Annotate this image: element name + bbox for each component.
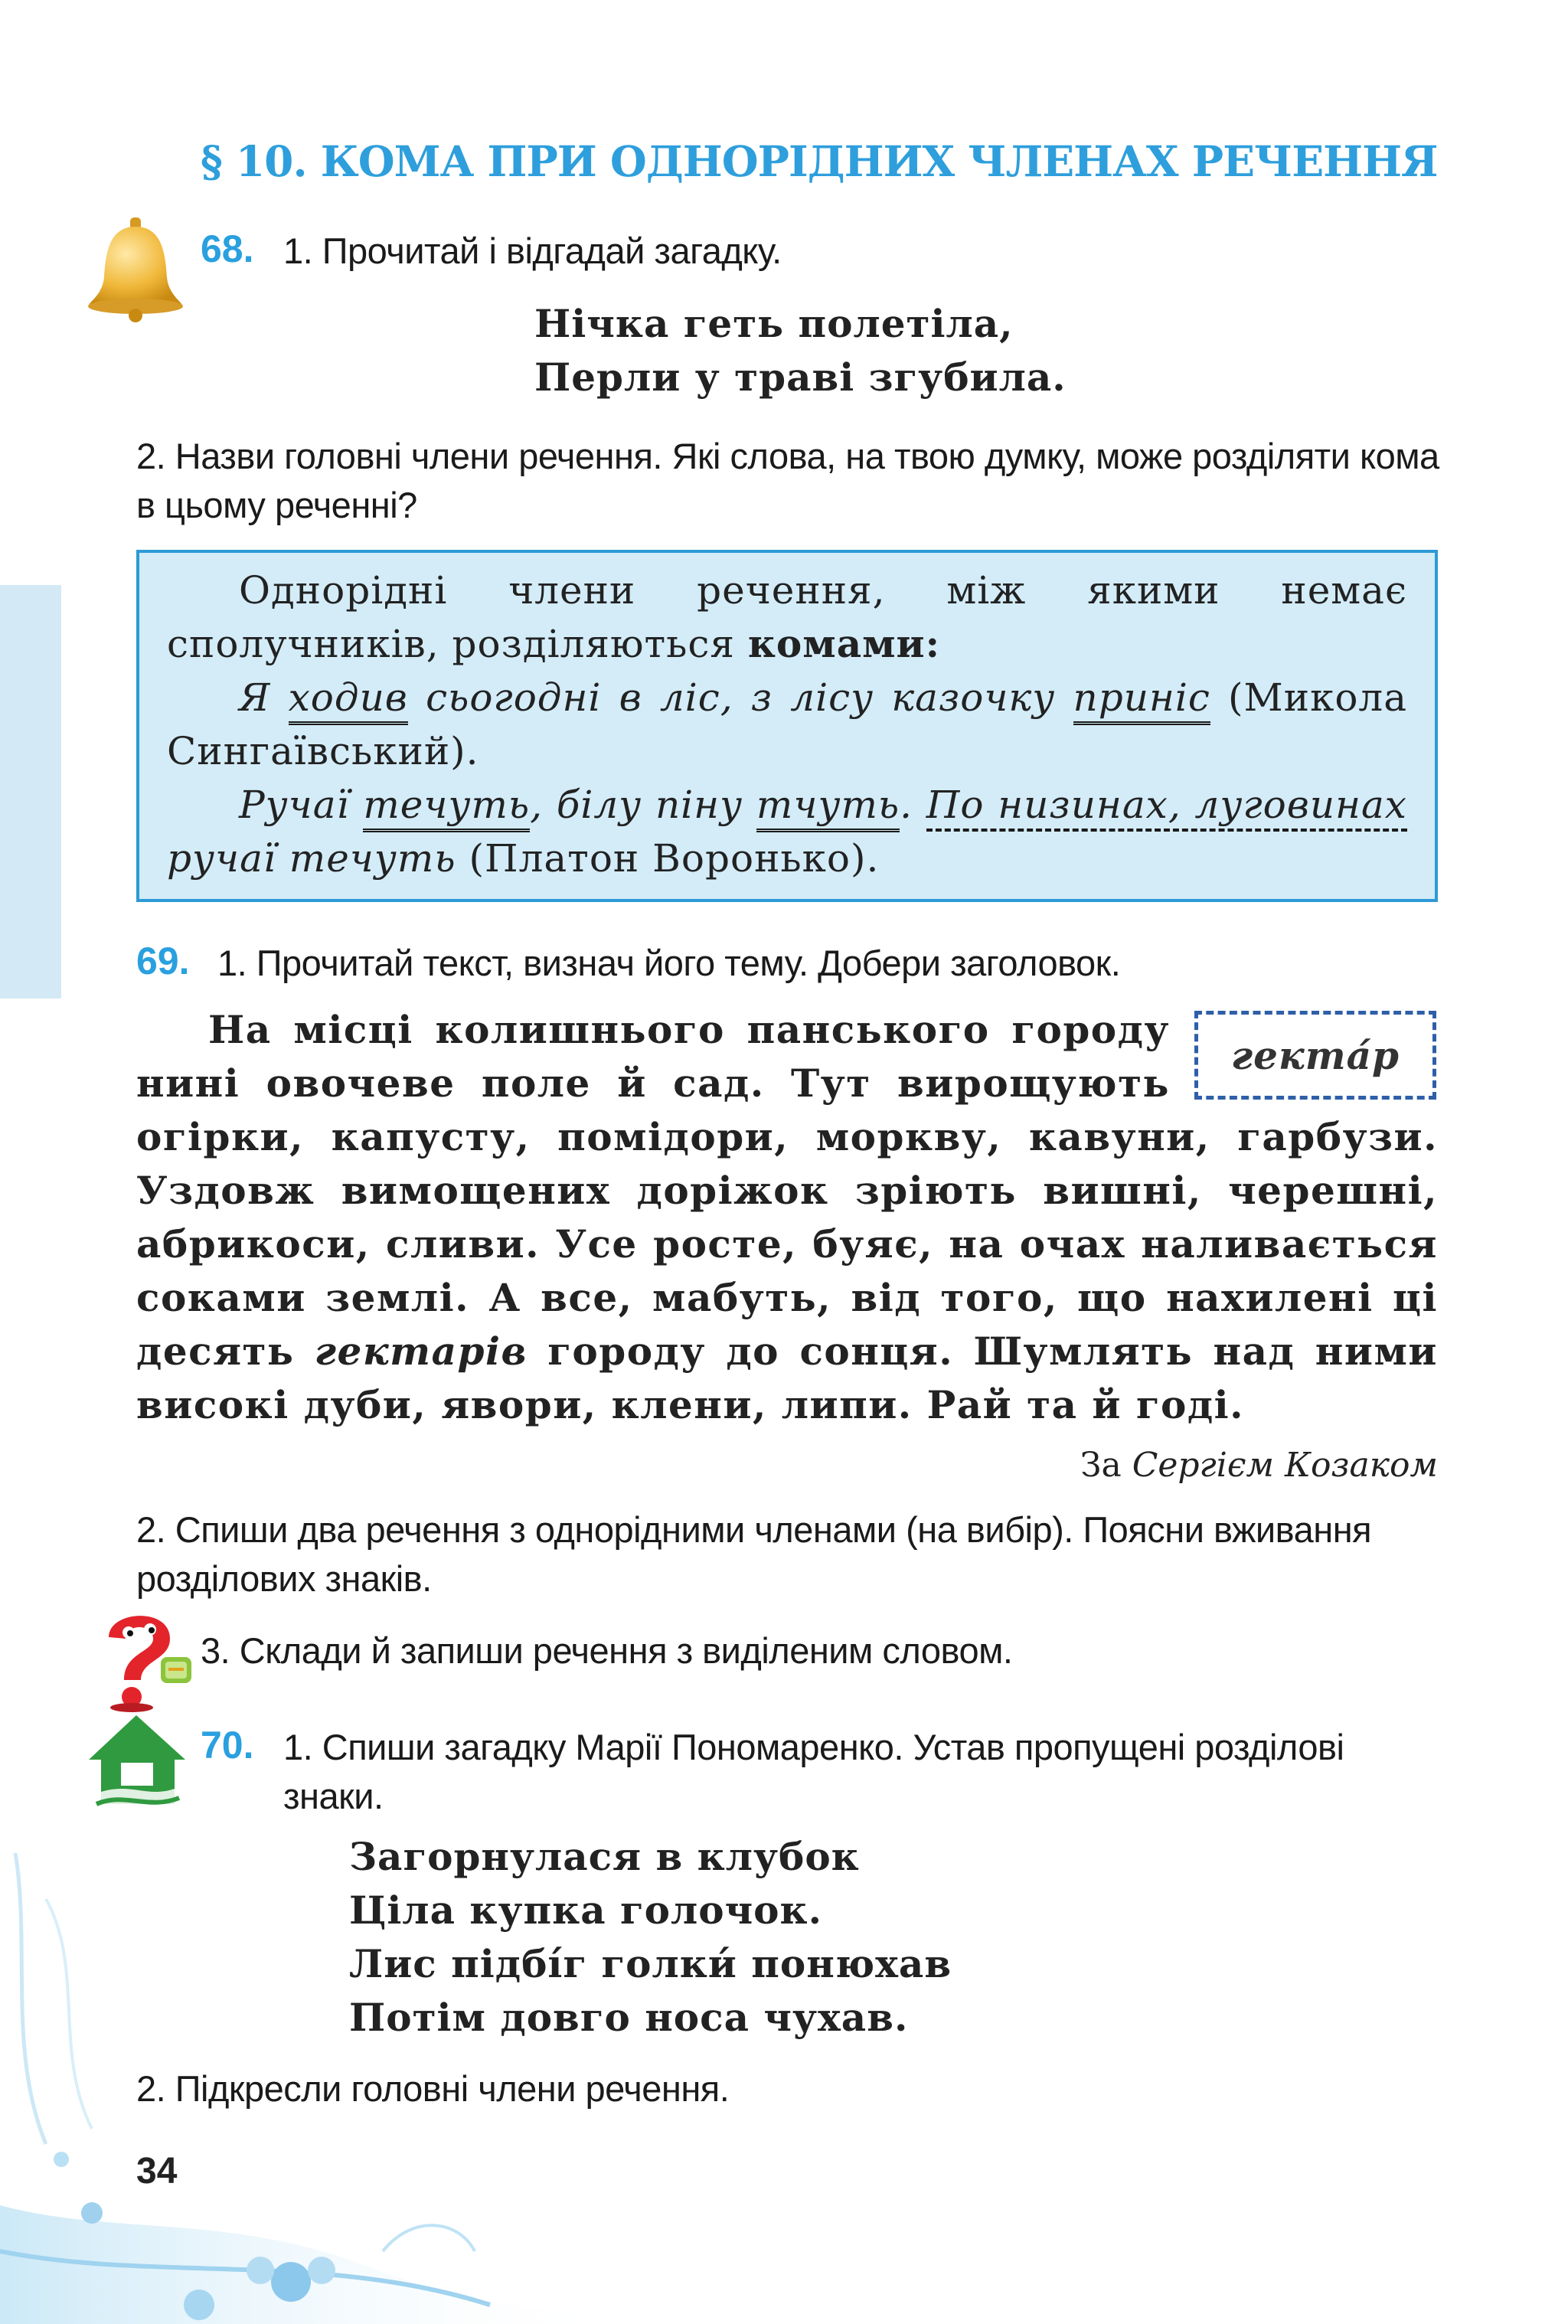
rule-statement-text: Однорідні члени речення, між якими немає сполучників, розділяються — [167, 568, 1407, 666]
vocabulary-word: гекта́р — [1230, 1032, 1400, 1078]
predicate-word: тчуть — [756, 783, 900, 832]
attribution-author: Сергієм Козаком — [1132, 1446, 1438, 1485]
question-mascot-icon — [86, 1607, 201, 1714]
exercise-68-task-1: 1. Прочитай і відгадай загадку. — [283, 230, 782, 271]
section-title: § 10. КОМА ПРИ ОДНОРІДНИХ ЧЛЕНАХ РЕЧЕННЯ — [201, 136, 1438, 186]
predicate-word: течуть — [363, 783, 530, 832]
text-attribution — [1080, 1446, 1438, 1485]
example-word: Я — [239, 675, 271, 720]
example-text: , білу піну — [530, 783, 743, 827]
page-number: 34 — [136, 2151, 178, 2192]
predicate-word: ходив — [289, 675, 408, 725]
example-author: (Платон Воронько). — [469, 836, 880, 881]
exercise-70-number: 70. — [201, 1724, 254, 1767]
riddle-70-line: Ціла купка голочок. — [349, 1888, 823, 1933]
highlighted-word: гектарів — [314, 1329, 528, 1374]
exercise-69-task-1: 1. Прочитай текст, визнач його тему. Добери заголовок. — [217, 943, 1121, 983]
example-word: Ручаї — [239, 783, 350, 827]
exercise-70-task-1: 1. Спиши загадку Марії Пономаренко. Устав пропущені розділові знаки. — [283, 1727, 1344, 1816]
riddle-68-line: Перли у траві згубила. — [534, 355, 1067, 400]
riddle-70-line: Загорнулася в клубок — [349, 1834, 860, 1879]
attribution-prefix: За — [1080, 1446, 1122, 1485]
rule-example-1 — [167, 671, 1407, 778]
example-author: (Микола Сингаївський). — [167, 675, 1407, 773]
riddle-70-line: Лис підбі́г голки́ понюхав — [349, 1941, 952, 1986]
riddle-70-line: Потім довго носа чухав. — [349, 1995, 909, 2040]
rule-example-2 — [167, 778, 1407, 885]
exercise-68-number: 68. — [201, 227, 254, 270]
exercise-69-text-part-1: На місці колишнього панського городу нині овочеве поле й сад. Тут вирощують огірки, капусту, помідори, моркву, кавуни, гарбузи. Уздовж вимощених доріжок зріють вишні, черешні, абрикоси, сливи. Усе росте, буяє, на очах наливається соками землі. А все, мабуть, від того, що нахилені ці десять — [136, 1007, 1438, 1374]
exercise-70-task-2: 2. Підкресли головні члени речення. — [136, 2068, 730, 2109]
exercise-68-task-2: 2. Назви головні члени речення. Які слова, на твою думку, може розділяти кома в цьому реченні? — [136, 436, 1439, 525]
predicate-word: приніс — [1073, 675, 1210, 725]
exercise-69-task-2: 2. Спиши два речення з однорідними членами (на вибір). Поясни вживання розділових знаків. — [136, 1509, 1372, 1599]
riddle-68-line: Нічка геть полетіла, — [534, 301, 1014, 346]
example-text: сьогодні в ліс, з лісу казочку — [426, 675, 1056, 720]
adverbial-phrase: По низинах, луговинах — [926, 783, 1407, 832]
left-margin-strip — [0, 585, 61, 999]
example-text: . — [900, 783, 913, 827]
rule-statement-bold: комами: — [747, 621, 941, 666]
exercise-69-text — [136, 1003, 1438, 1432]
exercise-69-task-3: 3. Склади й запиши речення з виділеним словом. — [201, 1630, 1013, 1671]
home-task-icon — [86, 1712, 189, 1809]
riddle-70 — [349, 1830, 952, 2045]
riddle-68 — [534, 297, 1067, 404]
rule-statement — [167, 564, 1407, 671]
bell-icon — [86, 216, 185, 323]
rule-box — [136, 550, 1438, 902]
exercise-69-number: 69. — [136, 940, 190, 982]
exercise-69-text-part-2: городу до сонця. Шумлять над ними високі дуби, явори, клени, липи. Рай та й годі. — [136, 1329, 1438, 1427]
example-text: ручаї течуть — [167, 836, 456, 881]
